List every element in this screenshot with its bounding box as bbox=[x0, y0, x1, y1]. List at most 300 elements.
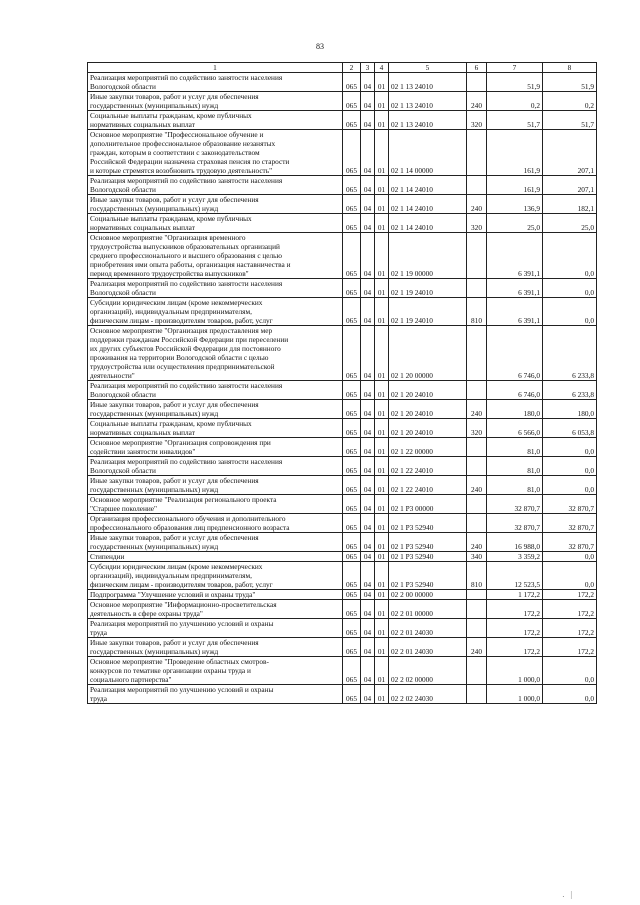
code-cell: 065 bbox=[343, 195, 361, 214]
section-cell: 04 bbox=[361, 638, 375, 657]
row-name-line: и которые стремятся возобновить трудовую деятельность" bbox=[90, 166, 273, 175]
code-cell: 065 bbox=[343, 381, 361, 400]
row-name bbox=[88, 400, 343, 419]
table-row bbox=[88, 438, 597, 457]
amount-year2-cell: 0,0 bbox=[543, 552, 597, 562]
subsection-cell: 01 bbox=[375, 438, 389, 457]
row-name-line: Иные закупки товаров, работ и услуг для обеспечения bbox=[90, 92, 259, 101]
row-name-line: деятельность в сфере охраны труда" bbox=[90, 609, 203, 618]
amount-year1-cell: 6 566,0 bbox=[487, 419, 543, 438]
code-cell: 065 bbox=[343, 326, 361, 381]
target-article-cell: 02 1 14 24010 bbox=[389, 195, 467, 214]
section-cell: 04 bbox=[361, 438, 375, 457]
amount-year2-cell: 182,1 bbox=[543, 195, 597, 214]
section-cell: 04 bbox=[361, 400, 375, 419]
code-cell: 065 bbox=[343, 419, 361, 438]
amount-year1-cell: 6 391,1 bbox=[487, 298, 543, 326]
section-cell: 04 bbox=[361, 619, 375, 638]
target-article-cell: 02 1 20 24010 bbox=[389, 400, 467, 419]
code-cell: 065 bbox=[343, 130, 361, 176]
row-name-line: Основное мероприятие "Организация временного bbox=[90, 233, 246, 242]
code-cell: 065 bbox=[343, 457, 361, 476]
amount-year2-cell: 0,0 bbox=[543, 457, 597, 476]
target-article-cell: 02 1 13 24010 bbox=[389, 111, 467, 130]
row-name-line: приобретения ими опыта работы, организация наставничества и bbox=[90, 260, 291, 269]
table-row bbox=[88, 590, 597, 600]
section-cell: 04 bbox=[361, 214, 375, 233]
expense-type-cell bbox=[467, 381, 487, 400]
budget-table bbox=[87, 62, 597, 704]
amount-year2-cell: 6 053,8 bbox=[543, 419, 597, 438]
row-name-line: Вологодской области bbox=[90, 288, 156, 297]
subsection-cell: 01 bbox=[375, 233, 389, 279]
row-name-line: социального партнерства" bbox=[90, 675, 172, 684]
table-row bbox=[88, 326, 597, 381]
expense-type-cell: 810 bbox=[467, 298, 487, 326]
target-article-cell: 02 1 19 00000 bbox=[389, 233, 467, 279]
expense-type-cell: 320 bbox=[467, 419, 487, 438]
expense-type-cell: 240 bbox=[467, 476, 487, 495]
row-name bbox=[88, 514, 343, 533]
amount-year1-cell: 16 988,0 bbox=[487, 533, 543, 552]
table-row bbox=[88, 130, 597, 176]
target-article-cell: 02 1 19 24010 bbox=[389, 279, 467, 298]
section-cell: 04 bbox=[361, 195, 375, 214]
code-cell: 065 bbox=[343, 514, 361, 533]
subsection-cell: 01 bbox=[375, 214, 389, 233]
subsection-cell: 01 bbox=[375, 381, 389, 400]
amount-year2-cell: 172,2 bbox=[543, 619, 597, 638]
row-name bbox=[88, 685, 343, 704]
amount-year2-cell: 25,0 bbox=[543, 214, 597, 233]
row-name-line: Реализация мероприятий по улучшению условий и охраны bbox=[90, 685, 274, 694]
target-article-cell: 02 1 P3 52940 bbox=[389, 514, 467, 533]
target-article-cell: 02 1 22 24010 bbox=[389, 457, 467, 476]
row-name-line: Реализация мероприятий по содействию занятости населения bbox=[90, 73, 283, 82]
section-cell: 04 bbox=[361, 419, 375, 438]
table-row bbox=[88, 419, 597, 438]
amount-year2-cell: 0,0 bbox=[543, 685, 597, 704]
table-row bbox=[88, 457, 597, 476]
row-name-line: Иные закупки товаров, работ и услуг для обеспечения bbox=[90, 400, 259, 409]
subsection-cell: 01 bbox=[375, 600, 389, 619]
row-name-line: Социальные выплаты гражданам, кроме публичных bbox=[90, 111, 252, 120]
row-name-line: Вологодской области bbox=[90, 466, 156, 475]
amount-year2-cell: 172,2 bbox=[543, 590, 597, 600]
table-row bbox=[88, 533, 597, 552]
header-cell: 2 bbox=[343, 63, 361, 73]
subsection-cell: 01 bbox=[375, 298, 389, 326]
amount-year2-cell: 0,0 bbox=[543, 438, 597, 457]
header-cell: 4 bbox=[375, 63, 389, 73]
subsection-cell: 01 bbox=[375, 514, 389, 533]
expense-type-cell: 240 bbox=[467, 638, 487, 657]
row-name-line: Основное мероприятие "Информационно-просветительская bbox=[90, 600, 277, 609]
amount-year1-cell: 51,9 bbox=[487, 73, 543, 92]
target-article-cell: 02 1 22 00000 bbox=[389, 438, 467, 457]
target-article-cell: 02 1 P3 52940 bbox=[389, 533, 467, 552]
row-name-line: государственных (муниципальных) нужд bbox=[90, 647, 219, 656]
amount-year1-cell: 6 391,1 bbox=[487, 279, 543, 298]
amount-year1-cell: 161,9 bbox=[487, 130, 543, 176]
amount-year2-cell: 207,1 bbox=[543, 176, 597, 195]
subsection-cell: 01 bbox=[375, 92, 389, 111]
code-cell: 065 bbox=[343, 495, 361, 514]
target-article-cell: 02 1 P3 52940 bbox=[389, 562, 467, 590]
subsection-cell: 01 bbox=[375, 562, 389, 590]
page-number: 83 bbox=[316, 42, 324, 51]
code-cell: 065 bbox=[343, 298, 361, 326]
amount-year2-cell: 0,0 bbox=[543, 279, 597, 298]
row-name-line: физическим лицам - производителям товаров, работ, услуг bbox=[90, 580, 273, 589]
amount-year2-cell: 0,0 bbox=[543, 233, 597, 279]
amount-year1-cell: 172,2 bbox=[487, 600, 543, 619]
target-article-cell: 02 2 01 00000 bbox=[389, 600, 467, 619]
code-cell: 065 bbox=[343, 657, 361, 685]
row-name-line: Основное мероприятие "Организация предоставления мер bbox=[90, 326, 273, 335]
code-cell: 065 bbox=[343, 111, 361, 130]
row-name bbox=[88, 638, 343, 657]
code-cell: 065 bbox=[343, 92, 361, 111]
row-name-line: Вологодской области bbox=[90, 390, 156, 399]
row-name-line: Вологодской области bbox=[90, 185, 156, 194]
amount-year1-cell: 3 359,2 bbox=[487, 552, 543, 562]
row-name-line: Подпрограмма "Улучшение условий и охраны труда" bbox=[90, 590, 256, 599]
row-name-line: труда bbox=[90, 694, 107, 703]
code-cell: 065 bbox=[343, 552, 361, 562]
row-name-line: нормативных социальных выплат bbox=[90, 120, 195, 129]
expense-type-cell bbox=[467, 279, 487, 298]
subsection-cell: 01 bbox=[375, 176, 389, 195]
row-name-line: государственных (муниципальных) нужд bbox=[90, 101, 219, 110]
table-row bbox=[88, 657, 597, 685]
row-name bbox=[88, 657, 343, 685]
amount-year2-cell: 0,0 bbox=[543, 657, 597, 685]
section-cell: 04 bbox=[361, 657, 375, 685]
row-name-line: Основное мероприятие "Проведение областных смотров- bbox=[90, 657, 269, 666]
expense-type-cell bbox=[467, 130, 487, 176]
row-name-line: конкурсов по тематике организации охраны труда и bbox=[90, 666, 251, 675]
expense-type-cell bbox=[467, 73, 487, 92]
subsection-cell: 01 bbox=[375, 685, 389, 704]
expense-type-cell: 810 bbox=[467, 562, 487, 590]
table-row bbox=[88, 279, 597, 298]
code-cell: 065 bbox=[343, 619, 361, 638]
subsection-cell: 01 bbox=[375, 495, 389, 514]
row-name-line: Реализация мероприятий по содействию занятости населения bbox=[90, 176, 283, 185]
row-name-line: Иные закупки товаров, работ и услуг для обеспечения bbox=[90, 638, 259, 647]
amount-year1-cell: 172,2 bbox=[487, 619, 543, 638]
section-cell: 04 bbox=[361, 562, 375, 590]
target-article-cell: 02 2 00 00000 bbox=[389, 590, 467, 600]
expense-type-cell: 240 bbox=[467, 533, 487, 552]
row-name bbox=[88, 619, 343, 638]
section-cell: 04 bbox=[361, 457, 375, 476]
row-name bbox=[88, 195, 343, 214]
table-body bbox=[88, 63, 597, 704]
row-name-line: "Старшее поколение" bbox=[90, 504, 158, 513]
subsection-cell: 01 bbox=[375, 533, 389, 552]
row-name-line: трудоустройства выпускников образовательных организаций bbox=[90, 242, 280, 251]
row-name-line: Основное мероприятие "Организация сопровождения при bbox=[90, 438, 271, 447]
table-row bbox=[88, 381, 597, 400]
row-name bbox=[88, 419, 343, 438]
amount-year2-cell: 0,0 bbox=[543, 476, 597, 495]
amount-year2-cell: 51,7 bbox=[543, 111, 597, 130]
table-row bbox=[88, 514, 597, 533]
amount-year2-cell: 172,2 bbox=[543, 600, 597, 619]
amount-year1-cell: 1 172,2 bbox=[487, 590, 543, 600]
subsection-cell: 01 bbox=[375, 638, 389, 657]
target-article-cell: 02 1 19 24010 bbox=[389, 298, 467, 326]
table-row bbox=[88, 552, 597, 562]
section-cell: 04 bbox=[361, 685, 375, 704]
amount-year2-cell: 0,0 bbox=[543, 562, 597, 590]
target-article-cell: 02 1 P3 52940 bbox=[389, 552, 467, 562]
table-row bbox=[88, 476, 597, 495]
subsection-cell: 01 bbox=[375, 476, 389, 495]
expense-type-cell bbox=[467, 233, 487, 279]
row-name-line: Субсидии юридическим лицам (кроме некоммерческих bbox=[90, 562, 263, 571]
amount-year1-cell: 32 870,7 bbox=[487, 495, 543, 514]
subsection-cell: 01 bbox=[375, 111, 389, 130]
row-name bbox=[88, 130, 343, 176]
row-name-line: Иные закупки товаров, работ и услуг для обеспечения bbox=[90, 533, 259, 542]
table-row bbox=[88, 73, 597, 92]
subsection-cell: 01 bbox=[375, 552, 389, 562]
amount-year1-cell: 6 746,0 bbox=[487, 326, 543, 381]
subsection-cell: 01 bbox=[375, 590, 389, 600]
section-cell: 04 bbox=[361, 533, 375, 552]
target-article-cell: 02 1 14 00000 bbox=[389, 130, 467, 176]
row-name-line: поддержки гражданам Российской Федерации при переселении bbox=[90, 335, 289, 344]
amount-year1-cell: 180,0 bbox=[487, 400, 543, 419]
amount-year1-cell: 81,0 bbox=[487, 457, 543, 476]
amount-year2-cell: 172,2 bbox=[543, 638, 597, 657]
expense-type-cell bbox=[467, 457, 487, 476]
row-name-line: Реализация мероприятий по улучшению условий и охраны bbox=[90, 619, 274, 628]
subsection-cell: 01 bbox=[375, 457, 389, 476]
header-cell: 1 bbox=[88, 63, 343, 73]
row-name-line: труда bbox=[90, 628, 107, 637]
row-name bbox=[88, 176, 343, 195]
expense-type-cell bbox=[467, 326, 487, 381]
section-cell: 04 bbox=[361, 176, 375, 195]
row-name-line: государственных (муниципальных) нужд bbox=[90, 542, 219, 551]
expense-type-cell: 320 bbox=[467, 214, 487, 233]
amount-year1-cell: 6 746,0 bbox=[487, 381, 543, 400]
row-name-line: Социальные выплаты гражданам, кроме публичных bbox=[90, 419, 252, 428]
section-cell: 04 bbox=[361, 298, 375, 326]
row-name-line: Основное мероприятие "Профессиональное обучение и bbox=[90, 130, 264, 139]
row-name-line: Реализация мероприятий по содействию занятости населения bbox=[90, 279, 283, 288]
code-cell: 065 bbox=[343, 233, 361, 279]
section-cell: 04 bbox=[361, 233, 375, 279]
code-cell: 065 bbox=[343, 638, 361, 657]
row-name-line: содействии занятости инвалидов" bbox=[90, 447, 196, 456]
row-name bbox=[88, 495, 343, 514]
section-cell: 04 bbox=[361, 130, 375, 176]
row-name bbox=[88, 600, 343, 619]
section-cell: 04 bbox=[361, 476, 375, 495]
code-cell: 065 bbox=[343, 73, 361, 92]
row-name-line: Иные закупки товаров, работ и услуг для обеспечения bbox=[90, 476, 259, 485]
row-name-line: физическим лицам - производителям товаров, работ, услуг bbox=[90, 316, 273, 325]
expense-type-cell: 340 bbox=[467, 552, 487, 562]
expense-type-cell bbox=[467, 590, 487, 600]
row-name-line: Социальные выплаты гражданам, кроме публичных bbox=[90, 214, 252, 223]
amount-year1-cell: 25,0 bbox=[487, 214, 543, 233]
row-name bbox=[88, 326, 343, 381]
row-name-line: деятельности" bbox=[90, 371, 135, 380]
row-name bbox=[88, 562, 343, 590]
row-name bbox=[88, 476, 343, 495]
amount-year1-cell: 12 523,5 bbox=[487, 562, 543, 590]
expense-type-cell bbox=[467, 619, 487, 638]
expense-type-cell bbox=[467, 685, 487, 704]
section-cell: 04 bbox=[361, 552, 375, 562]
amount-year2-cell: 51,9 bbox=[543, 73, 597, 92]
target-article-cell: 02 1 22 24010 bbox=[389, 476, 467, 495]
row-name bbox=[88, 111, 343, 130]
header-cell: 5 bbox=[389, 63, 467, 73]
row-name bbox=[88, 214, 343, 233]
row-name-line: государственных (муниципальных) нужд bbox=[90, 485, 219, 494]
section-cell: 04 bbox=[361, 111, 375, 130]
code-cell: 065 bbox=[343, 533, 361, 552]
table-row bbox=[88, 495, 597, 514]
amount-year1-cell: 1 000,0 bbox=[487, 685, 543, 704]
row-name-line: проживания на территории Вологодской области с целью bbox=[90, 353, 269, 362]
amount-year1-cell: 32 870,7 bbox=[487, 514, 543, 533]
subsection-cell: 01 bbox=[375, 279, 389, 298]
section-cell: 04 bbox=[361, 495, 375, 514]
section-cell: 04 bbox=[361, 73, 375, 92]
row-name-line: организаций), индивидуальным предпринимателям, bbox=[90, 571, 252, 580]
code-cell: 065 bbox=[343, 590, 361, 600]
table-row bbox=[88, 92, 597, 111]
row-name bbox=[88, 438, 343, 457]
row-name-line: профессионального образования лиц предпенсионного возраста bbox=[90, 523, 290, 532]
row-name bbox=[88, 233, 343, 279]
table-row bbox=[88, 638, 597, 657]
section-cell: 04 bbox=[361, 514, 375, 533]
table-row bbox=[88, 214, 597, 233]
expense-type-cell bbox=[467, 514, 487, 533]
amount-year1-cell: 81,0 bbox=[487, 438, 543, 457]
amount-year1-cell: 1 000,0 bbox=[487, 657, 543, 685]
amount-year2-cell: 0,0 bbox=[543, 298, 597, 326]
scan-mark: . | bbox=[562, 890, 572, 899]
target-article-cell: 02 2 02 24030 bbox=[389, 685, 467, 704]
code-cell: 065 bbox=[343, 279, 361, 298]
row-name-line: Субсидии юридическим лицам (кроме некоммерческих bbox=[90, 298, 263, 307]
code-cell: 065 bbox=[343, 476, 361, 495]
subsection-cell: 01 bbox=[375, 73, 389, 92]
expense-type-cell: 240 bbox=[467, 195, 487, 214]
header-cell: 8 bbox=[543, 63, 597, 73]
section-cell: 04 bbox=[361, 326, 375, 381]
row-name-line: период временного трудоустройства выпускников" bbox=[90, 269, 249, 278]
amount-year1-cell: 172,2 bbox=[487, 638, 543, 657]
amount-year2-cell: 32 870,7 bbox=[543, 514, 597, 533]
section-cell: 04 bbox=[361, 381, 375, 400]
amount-year1-cell: 81,0 bbox=[487, 476, 543, 495]
amount-year2-cell: 180,0 bbox=[543, 400, 597, 419]
row-name-line: граждан, которым в соответствии с законодательством bbox=[90, 148, 260, 157]
expense-type-cell: 240 bbox=[467, 400, 487, 419]
row-name-line: Российской Федерации назначена страховая пенсия по старости bbox=[90, 157, 290, 166]
amount-year1-cell: 6 391,1 bbox=[487, 233, 543, 279]
row-name-line: среднего профессионального и высшего образования с целью bbox=[90, 251, 282, 260]
expense-type-cell bbox=[467, 600, 487, 619]
section-cell: 04 bbox=[361, 92, 375, 111]
row-name bbox=[88, 279, 343, 298]
amount-year2-cell: 32 870,7 bbox=[543, 533, 597, 552]
target-article-cell: 02 1 20 24010 bbox=[389, 419, 467, 438]
header-cell: 7 bbox=[487, 63, 543, 73]
subsection-cell: 01 bbox=[375, 326, 389, 381]
expense-type-cell bbox=[467, 657, 487, 685]
row-name bbox=[88, 457, 343, 476]
target-article-cell: 02 1 13 24010 bbox=[389, 73, 467, 92]
code-cell: 065 bbox=[343, 438, 361, 457]
row-name-line: дополнительное профессиональное образование незанятых bbox=[90, 139, 276, 148]
expense-type-cell: 240 bbox=[467, 92, 487, 111]
amount-year1-cell: 51,7 bbox=[487, 111, 543, 130]
row-name bbox=[88, 298, 343, 326]
target-article-cell: 02 2 01 24030 bbox=[389, 638, 467, 657]
row-name-line: их других субъектов Российской Федерации для постоянного bbox=[90, 344, 281, 353]
table-row bbox=[88, 111, 597, 130]
section-cell: 04 bbox=[361, 590, 375, 600]
code-cell: 065 bbox=[343, 176, 361, 195]
subsection-cell: 01 bbox=[375, 400, 389, 419]
table-row bbox=[88, 562, 597, 590]
row-name-line: организаций), индивидуальным предпринимателям, bbox=[90, 307, 252, 316]
section-cell: 04 bbox=[361, 279, 375, 298]
amount-year2-cell: 6 233,8 bbox=[543, 326, 597, 381]
target-article-cell: 02 1 14 24010 bbox=[389, 176, 467, 195]
target-article-cell: 02 1 20 00000 bbox=[389, 326, 467, 381]
header-cell: 3 bbox=[361, 63, 375, 73]
target-article-cell: 02 2 02 00000 bbox=[389, 657, 467, 685]
expense-type-cell: 320 bbox=[467, 111, 487, 130]
row-name-line: нормативных социальных выплат bbox=[90, 428, 195, 437]
table-row bbox=[88, 176, 597, 195]
table-row bbox=[88, 400, 597, 419]
row-name-line: Основное мероприятие "Реализация регионального проекта bbox=[90, 495, 277, 504]
table-row bbox=[88, 298, 597, 326]
table-row bbox=[88, 233, 597, 279]
amount-year2-cell: 6 233,8 bbox=[543, 381, 597, 400]
table-row bbox=[88, 195, 597, 214]
row-name-line: нормативных социальных выплат bbox=[90, 223, 195, 232]
row-name bbox=[88, 533, 343, 552]
expense-type-cell bbox=[467, 438, 487, 457]
subsection-cell: 01 bbox=[375, 130, 389, 176]
row-name-line: Стипендии bbox=[90, 552, 125, 561]
expense-type-cell bbox=[467, 176, 487, 195]
row-name bbox=[88, 552, 343, 562]
code-cell: 065 bbox=[343, 400, 361, 419]
expense-type-cell bbox=[467, 495, 487, 514]
row-name bbox=[88, 590, 343, 600]
row-name-line: государственных (муниципальных) нужд bbox=[90, 204, 219, 213]
code-cell: 065 bbox=[343, 600, 361, 619]
subsection-cell: 01 bbox=[375, 419, 389, 438]
section-cell: 04 bbox=[361, 600, 375, 619]
